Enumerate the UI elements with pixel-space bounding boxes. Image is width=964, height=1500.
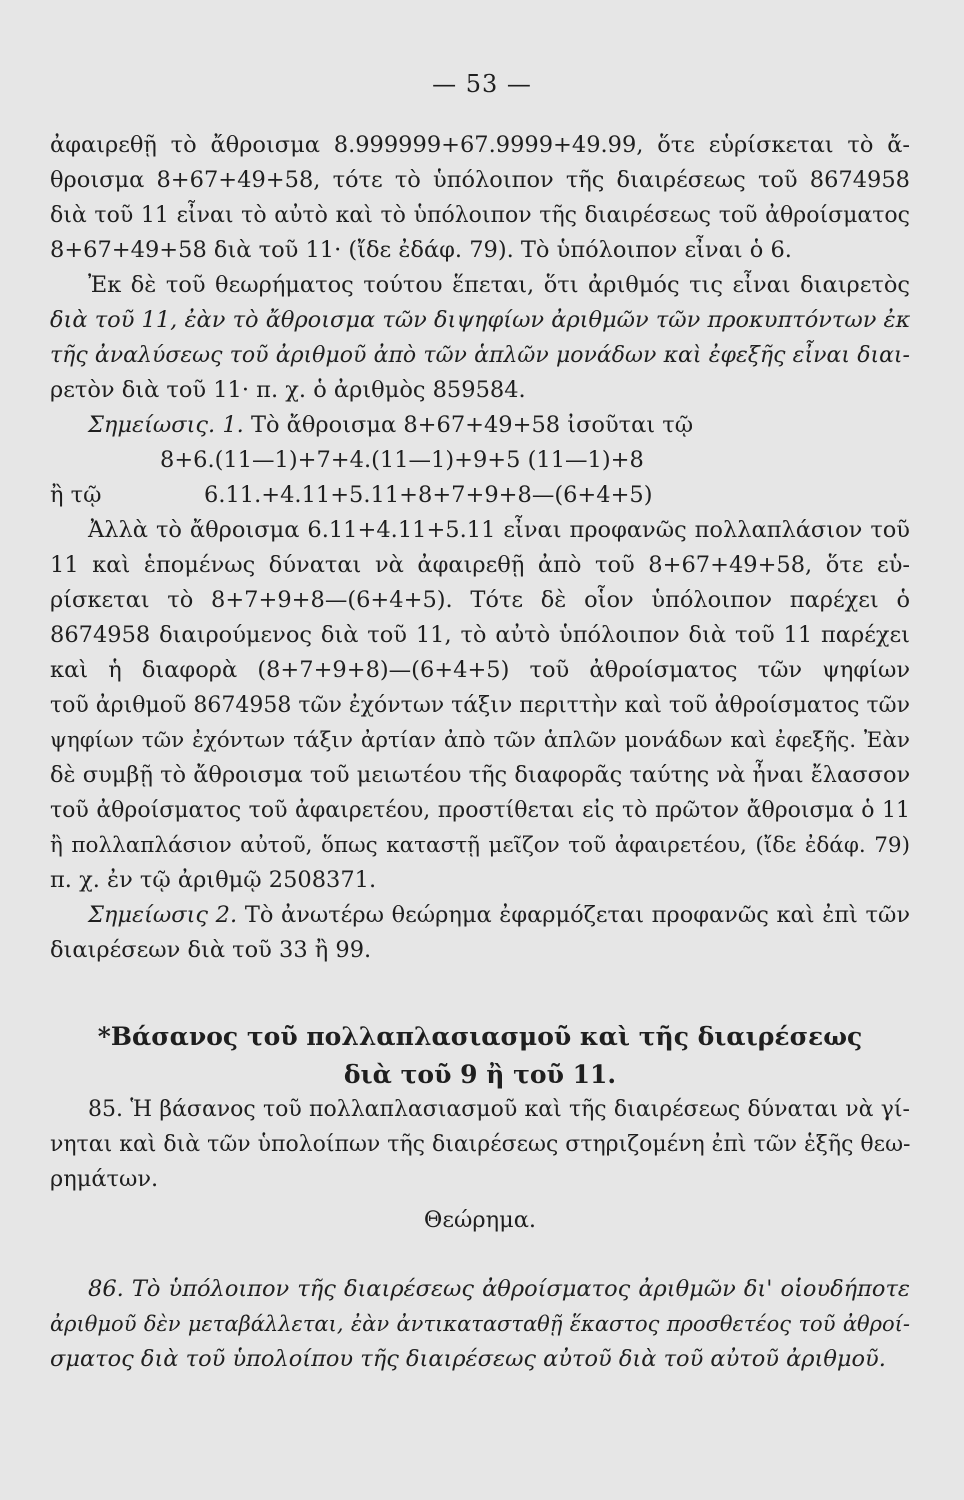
text-line: ἀφαιρεθῇ τὸ ἄθροισμα 8.999999+67.9999+49.99, ὅτε εὑρίσκεται τὸ ἄ- xyxy=(50,132,910,158)
text-line: 86. Τὸ ὑπόλοιπον τῆς διαιρέσεως ἀθροίσματος ἀριθμῶν δι' οἱουδήποτε xyxy=(88,1276,910,1302)
text-line: Ἀλλὰ τὸ ἄθροισμα 6.11+4.11+5.11 εἶναι προφανῶς πολλαπλάσιον τοῦ xyxy=(88,517,910,543)
text-line: νηται καὶ διὰ τῶν ὑπολοίπων τῆς διαιρέσεως στηριζομένη ἐπὶ τῶν ἑξῆς θεω- xyxy=(50,1132,910,1157)
formula-line-2 xyxy=(50,478,910,513)
heading-line: διὰ τοῦ 9 ἢ τοῦ 11. xyxy=(343,1060,617,1089)
text-line: διὰ τοῦ 11 εἶναι τὸ αὐτὸ καὶ τὸ ὑπόλοιπον τῆς διαιρέσεως τοῦ ἀθροίσματος xyxy=(50,203,910,228)
text-line: τοῦ ἀριθμοῦ 8674958 τῶν ἐχόντων τάξιν περιττὴν καὶ τοῦ ἀθροίσματος τῶν xyxy=(50,693,910,718)
paragraph-86 xyxy=(50,1272,910,1377)
note-2-label: Σημείωσις 2. xyxy=(88,902,238,928)
note-2 xyxy=(50,898,910,968)
text-line: ψηφίων τῶν ἐχόντων τάξιν ἀρτίαν ἀπὸ τῶν ἁπλῶν μονάδων καὶ ἐφεξῆς. Ἐὰν xyxy=(50,728,910,753)
note-1 xyxy=(50,408,910,513)
text-line: 8+67+49+58 διὰ τοῦ 11· (ἴδε ἐδάφ. 79). Τὸ ὑπόλοιπον εἶναι ὁ 6. xyxy=(50,237,792,263)
text-line: σματος διὰ τοῦ ὑπολοίπου τῆς διαιρέσεως αὐτοῦ διὰ τοῦ αὐτοῦ ἀριθμοῦ. xyxy=(50,1346,886,1372)
note-2-text: Τὸ ἀνωτέρω θεώρημα ἐφαρμόζεται προφανῶς καὶ ἐπὶ τῶν xyxy=(244,902,910,928)
paragraph-85 xyxy=(50,1092,910,1197)
formula-2: 6.11.+4.11+5.11+8+7+9+8—(6+4+5) xyxy=(204,482,653,508)
text-line: ἀριθμοῦ δὲν μεταβάλλεται, ἐὰν ἀντικατασταθῇ ἕκαστος προσθετέος τοῦ ἀθροί- xyxy=(50,1312,910,1336)
text-line: διὰ τοῦ 11, ἐὰν τὸ ἄθροισμα τῶν διψηφίων ἀριθμῶν τῶν προκυπτόντων ἐκ xyxy=(50,307,910,333)
text-line: δὲ συμβῇ τὸ ἄθροισμα τοῦ μειωτέου τῆς διαφορᾶς ταύτης νὰ ἦναι ἔλασσον xyxy=(50,762,910,788)
formula-prefix: ἢ τῷ xyxy=(50,482,102,508)
text-line: τῆς ἀναλύσεως τοῦ ἀριθμοῦ ἀπὸ τῶν ἁπλῶν μονάδων καὶ ἐφεξῆς εἶναι διαι- xyxy=(50,343,910,368)
note-2-line xyxy=(50,898,910,933)
page-number: — 53 — xyxy=(432,70,532,98)
text-line: 85. Ἡ βάσανος τοῦ πολλαπλασιασμοῦ καὶ τῆς διαιρέσεως δύναται νὰ γί- xyxy=(88,1097,910,1122)
text-line: ἢ πολλαπλάσιον αὐτοῦ, ὅπως καταστῇ μεῖζον τοῦ ἀφαιρετέου, (ἴδε ἐδάφ. 79) xyxy=(50,833,910,858)
text-line: τοῦ ἀθροίσματος τοῦ ἀφαιρετέου, προστίθεται εἰς τὸ πρῶτον ἄθροισμα ὁ 11 xyxy=(50,798,910,823)
text-line: ρημάτων. xyxy=(50,1166,159,1192)
note-1-label: Σημείωσις. 1. xyxy=(88,412,244,438)
text-line: διαιρέσεων διὰ τοῦ 33 ἢ 99. xyxy=(50,937,372,963)
explanation-paragraph xyxy=(50,513,910,898)
note-1-line xyxy=(50,408,910,443)
text-line: π. χ. ἐν τῷ ἀριθμῷ 2508371. xyxy=(50,867,377,893)
heading-line: *Βάσανος τοῦ πολλαπλασιασμοῦ καὶ τῆς διαιρέσεως xyxy=(97,1022,863,1051)
theorem-title-text: Θεώρημα. xyxy=(423,1207,537,1233)
theorem-title xyxy=(50,1203,910,1238)
text-line: θροισμα 8+67+49+58, τότε τὸ ὑπόλοιπον τῆς διαιρέσεως τοῦ 8674958 xyxy=(50,167,910,193)
text-line: 11 καὶ ἑπομένως δύναται νὰ ἀφαιρεθῇ ἀπὸ τοῦ 8+67+49+58, ὅτε εὑ- xyxy=(50,552,910,578)
corollary-paragraph xyxy=(50,268,910,408)
text-line: ρίσκεται τὸ 8+7+9+8—(6+4+5). Τότε δὲ οἷον ὑπόλοιπον παρέχει ὁ xyxy=(50,587,910,613)
text-line: καὶ ἡ διαφορὰ (8+7+9+8)—(6+4+5) τοῦ ἀθροίσματος τῶν ψηφίων xyxy=(50,657,910,683)
paragraph-continuation xyxy=(50,128,910,268)
formula-line: 8+6.(11—1)+7+4.(11—1)+9+5 (11—1)+8 xyxy=(160,447,644,473)
text-line: Ἐκ δὲ τοῦ θεωρήματος τούτου ἕπεται, ὅτι ἀριθμός τις εἶναι διαιρετὸς xyxy=(88,272,910,298)
text-line: 8674958 διαιρούμενος διὰ τοῦ 11, τὸ αὐτὸ ὑπόλοιπον διὰ τοῦ 11 παρέχει xyxy=(50,622,910,648)
section-heading xyxy=(50,1018,910,1094)
text-line: ρετὸν διὰ τοῦ 11· π. χ. ὁ ἀριθμὸς 859584. xyxy=(50,377,526,403)
note-1-text: Τὸ ἄθροισμα 8+67+49+58 ἰσοῦται τῷ xyxy=(250,412,694,438)
